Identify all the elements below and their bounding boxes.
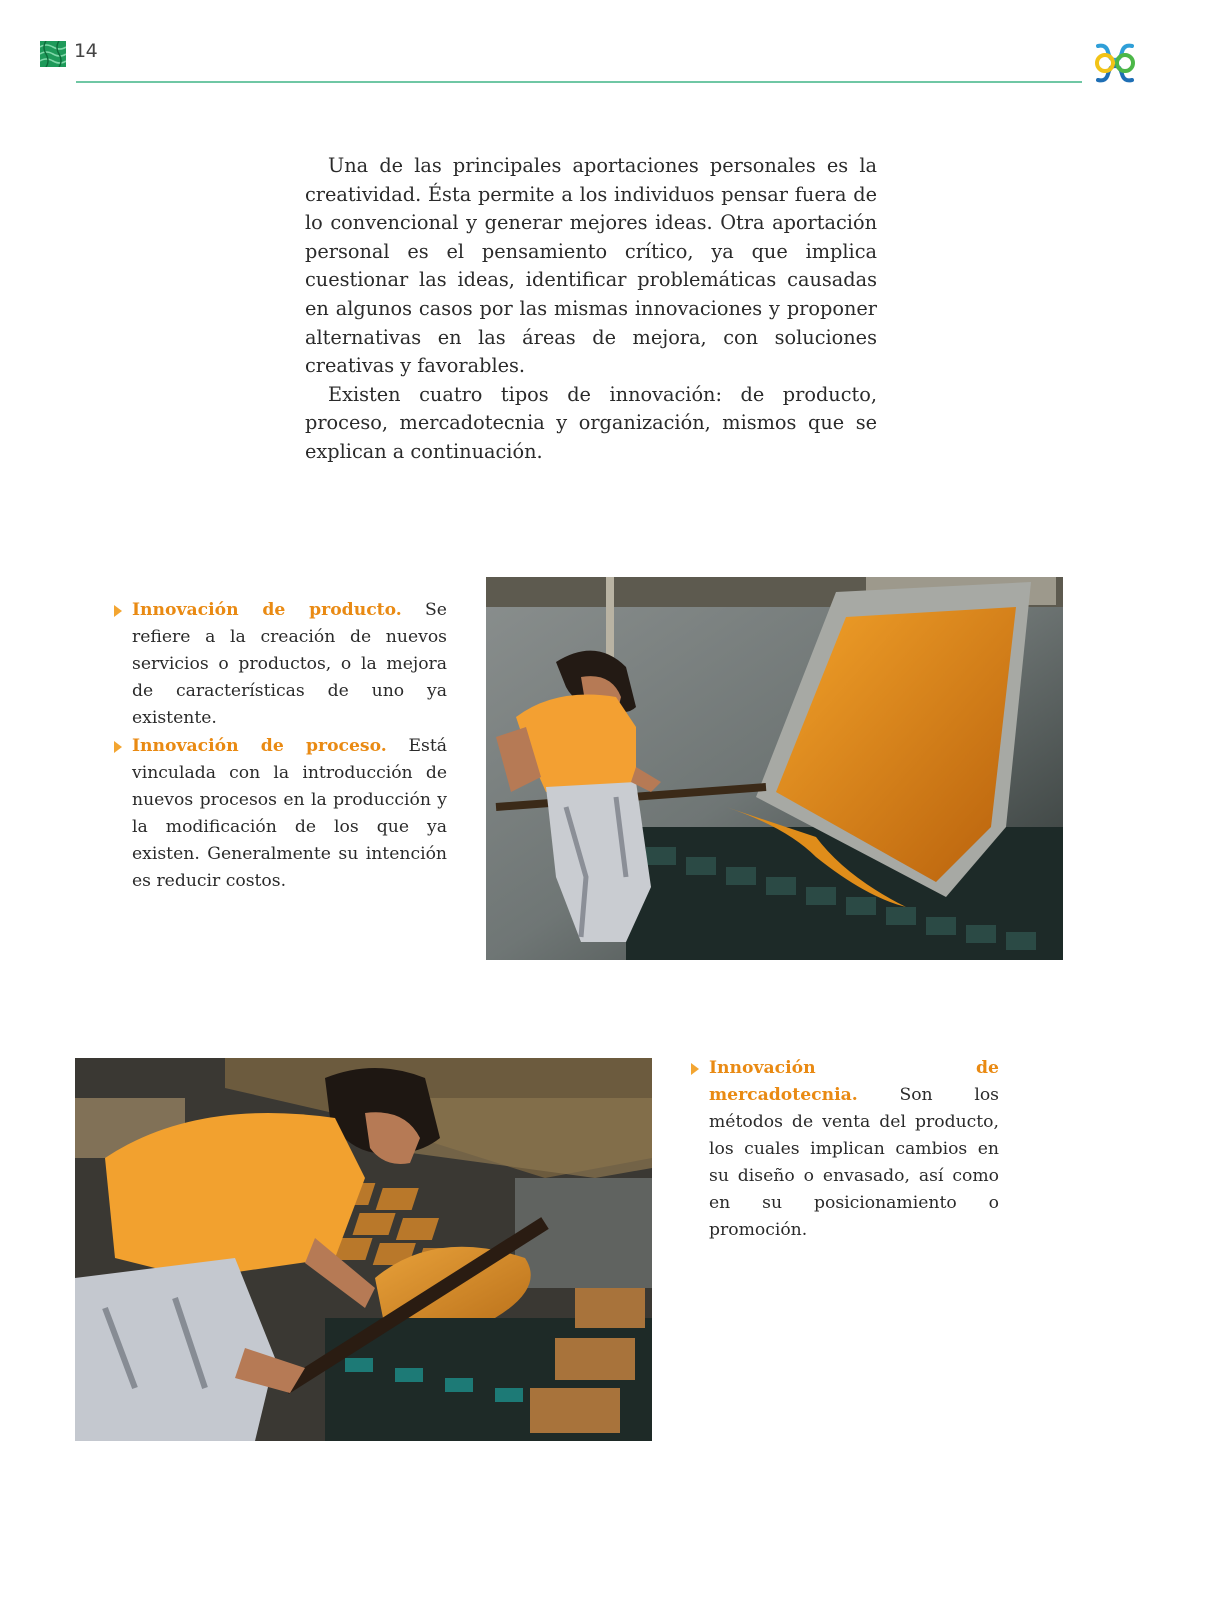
list-item-proceso	[132, 733, 447, 895]
term-producto: Innovación de producto.	[132, 600, 402, 620]
knot-logo-icon	[1092, 40, 1138, 86]
definition-proceso: Está vinculada con la introducción de nuevos procesos en la producción y la modificación de los que ya existen. Generalmente su intención es reducir costos.	[132, 736, 447, 891]
list-item-mercadotecnia	[709, 1055, 999, 1244]
intro-paragraph-1: Una de las principales aportaciones personales es la creatividad. Ésta permite a los individuos pensar fuera de lo convencional y generar mejores ideas. Otra aportación personal es el pensamiento crítico, ya que implica cuestionar las ideas, identificar problemáticas causadas en algunos casos por las mismas innovaciones y proponer alternativas en las áreas de mejora, con soluciones creativas y favorables.	[305, 154, 877, 378]
term-proceso: Innovación de proceso.	[132, 736, 387, 756]
list-item-producto	[132, 597, 447, 732]
header-rule	[76, 81, 1082, 83]
page-number: 14	[74, 40, 98, 62]
definition-producto: Se refiere a la creación de nuevos servicios o productos, o la mejora de características de uno ya existente.	[132, 600, 447, 728]
bullet-arrow-icon	[691, 1063, 699, 1075]
innovation-list-bottom	[709, 1055, 999, 1245]
intro-paragraph-2: Existen cuatro tipos de innovación: de producto, proceso, mercadotecnia y organización, mismos que se explican a continuación.	[305, 382, 877, 463]
bullet-arrow-icon	[114, 605, 122, 617]
photo-pouring-mass	[486, 577, 1063, 960]
term-mercadotecnia: Innovación de mercadotecnia.	[709, 1058, 999, 1105]
definition-mercadotecnia: Son los métodos de venta del producto, los cuales implican cambios en su diseño o envasado, así como en su posicionamiento o promoción.	[709, 1085, 999, 1240]
innovation-list-top	[132, 597, 447, 896]
bullet-arrow-icon	[114, 741, 122, 753]
intro-text	[305, 152, 877, 467]
photo-molding-mass	[75, 1058, 652, 1441]
green-pattern-icon	[40, 41, 66, 67]
